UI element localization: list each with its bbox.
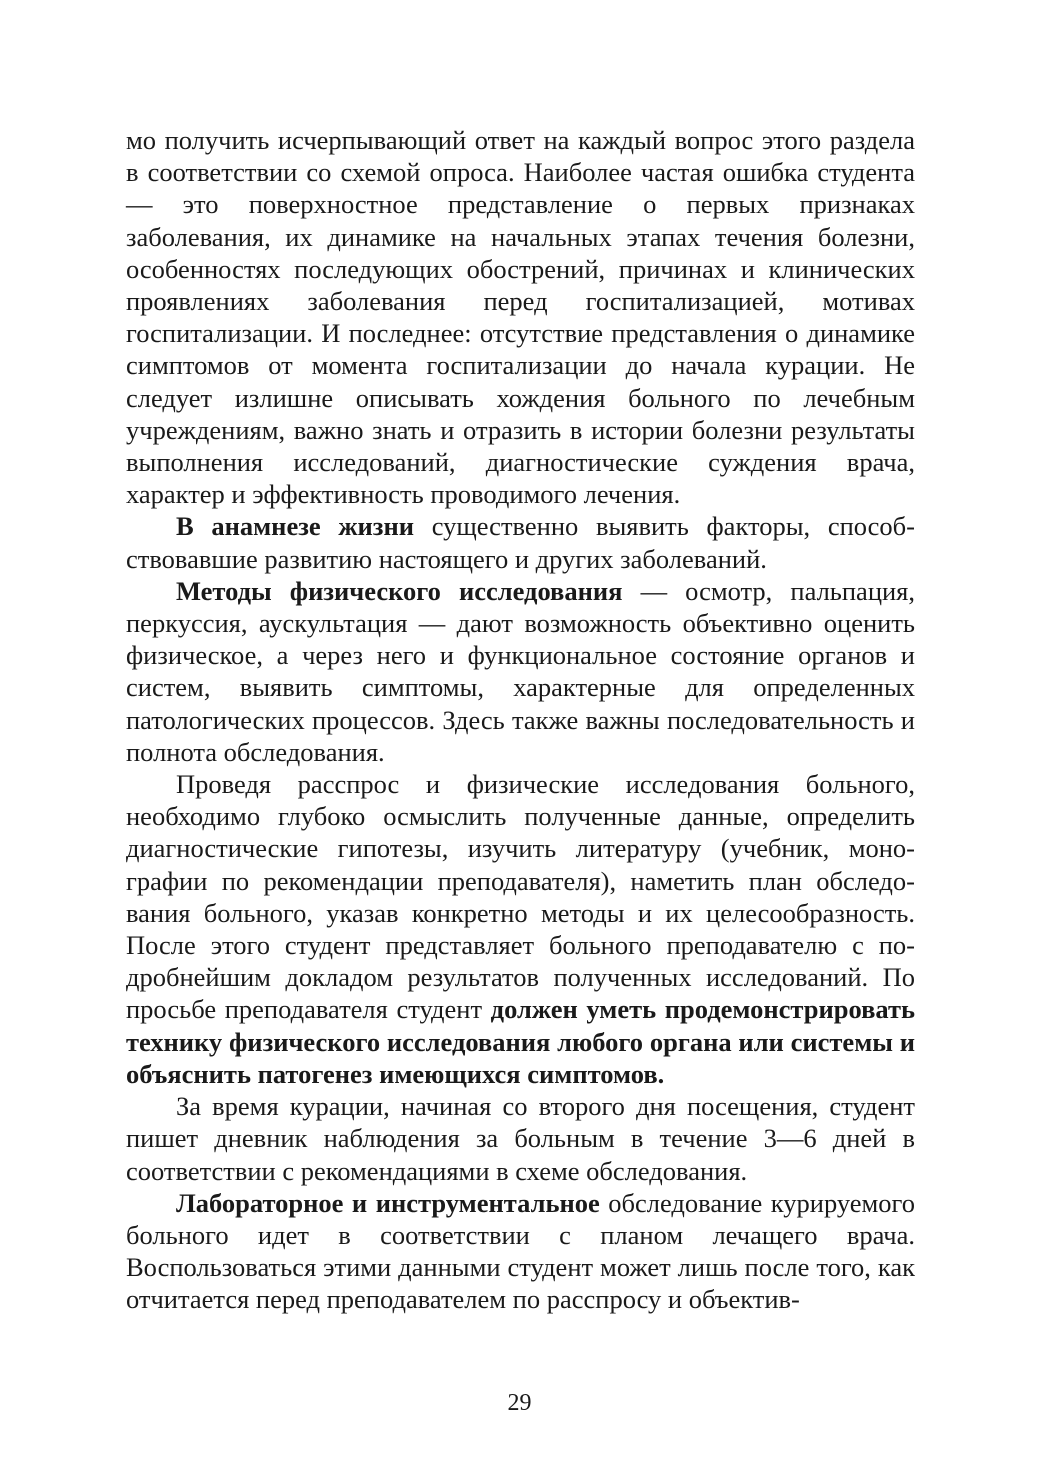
paragraph-continuation bbox=[126, 124, 915, 510]
page-number: 29 bbox=[507, 1390, 532, 1416]
page-body bbox=[126, 124, 915, 1316]
text-run: существенно выявить факторы, способствовавшие развитию настоящего и других заболеваний. bbox=[126, 511, 915, 574]
text-run: обследование курируемого больного идет в соответствии с планом лечащего врача. Воспользоваться этими данными студент может лишь после того, как отчитается перед преподавателем по расспросу и объектив- bbox=[126, 1187, 915, 1315]
bold-term: В анамнезе жизни bbox=[176, 511, 414, 542]
paragraph-diary bbox=[126, 1090, 915, 1187]
bold-requirement: должен уметь продемонстрировать технику физического исследования любого органа или системы и объяснить патогенез имеющихся симптомов. bbox=[126, 994, 915, 1089]
text-run: За время курации, начиная со второго дня посещения, студент пишет дневник наблюдения за больным в течение 3—6 дней в соответствии с рекомендациями в схеме обследования. bbox=[126, 1091, 915, 1186]
bold-term: Методы физического исследования bbox=[176, 575, 623, 606]
text-run: мо получить исчерпывающий ответ на каждый вопрос этого раздела в соответствии со схемой опроса. Наиболее частая ошибка студента — это поверхностное представление о первых признаках заболевания, их динамике на начальных этапах течения болезни, особенностях последующих обострений, причинах и клинических проявлениях заболевания перед госпитализацией, мотивах госпитализации. И последнее: отсутствие представления о динамике симптомов от момента госпитализации до начала курации. Не следует излишне описывать хождения больного по лечебным учреждениям, важно знать и отразить в истории болезни результаты выполнения исследований, диагностические суждения врача, характер и эффективность проводимого лечения. bbox=[126, 125, 915, 510]
bold-term: Лабораторное и инструментальное bbox=[176, 1187, 600, 1218]
paragraph-life-anamnesis bbox=[126, 510, 915, 574]
paragraph-lab-instrumental bbox=[126, 1187, 915, 1316]
paragraph-physical-methods bbox=[126, 575, 915, 768]
paragraph-after-examination bbox=[126, 768, 915, 1090]
text-run: — осмотр, пальпация, перкуссия, аускультация — дают возможность объективно оценить физическое, а через него и функциональное состояние органов и систем, выявить симптомы, характерные для определенных патологических процессов. Здесь также важны последовательность и полнота обследования. bbox=[126, 575, 915, 767]
text-run: Проведя расспрос и физические исследования больного, необходимо глубоко осмыслить полученные данные, определить диагностические гипотезы, изучить литературу (учебник, монографии по рекомендации преподавателя), наметить план обследования больного, указав конкретно методы и их целесообразность. После этого студент представляет больного преподавателю с подробнейшим докладом результатов полученных исследований. По просьбе преподавателя студент bbox=[126, 769, 915, 1025]
